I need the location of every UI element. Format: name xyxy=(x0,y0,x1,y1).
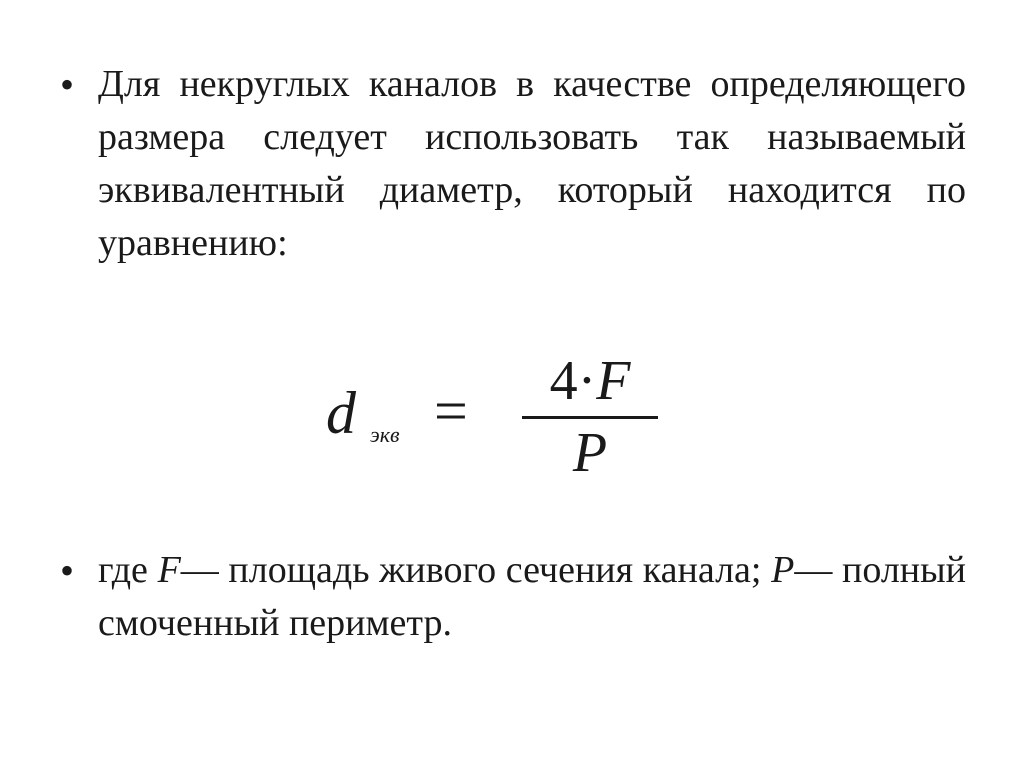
legend-lead: где xyxy=(98,549,158,591)
legend-def-p: — полный смоченный периметр. xyxy=(98,549,966,644)
bullet-item-legend xyxy=(60,544,966,650)
formula-equals: = xyxy=(434,378,468,444)
legend-def-f: — площадь живого сечения канала; xyxy=(180,549,772,591)
formula-numerator-coef: 4 xyxy=(549,350,578,412)
bullet-item-definition xyxy=(60,58,966,270)
formula-numerator-var: F xyxy=(596,350,631,412)
legend-var-p: P xyxy=(771,549,795,591)
definition-text: Для некруглых каналов в качестве определяющего размера следует использовать так называемый эквивалентный диаметр, который находится по уравнению: xyxy=(98,63,966,264)
formula-lhs-subscript: экв xyxy=(370,422,400,447)
formula-denominator: P xyxy=(572,422,608,484)
legend-var-f: F xyxy=(157,549,181,591)
formula-lhs: d xyxy=(326,380,356,446)
formula-numerator-dot: · xyxy=(577,350,597,412)
bullet-icon: • xyxy=(60,62,75,107)
equivalent-diameter-formula xyxy=(326,350,666,490)
formula-numerator xyxy=(520,350,660,412)
formula-fraction-bar xyxy=(522,416,658,419)
legend-text xyxy=(98,544,966,650)
bullet-icon: • xyxy=(60,548,75,593)
